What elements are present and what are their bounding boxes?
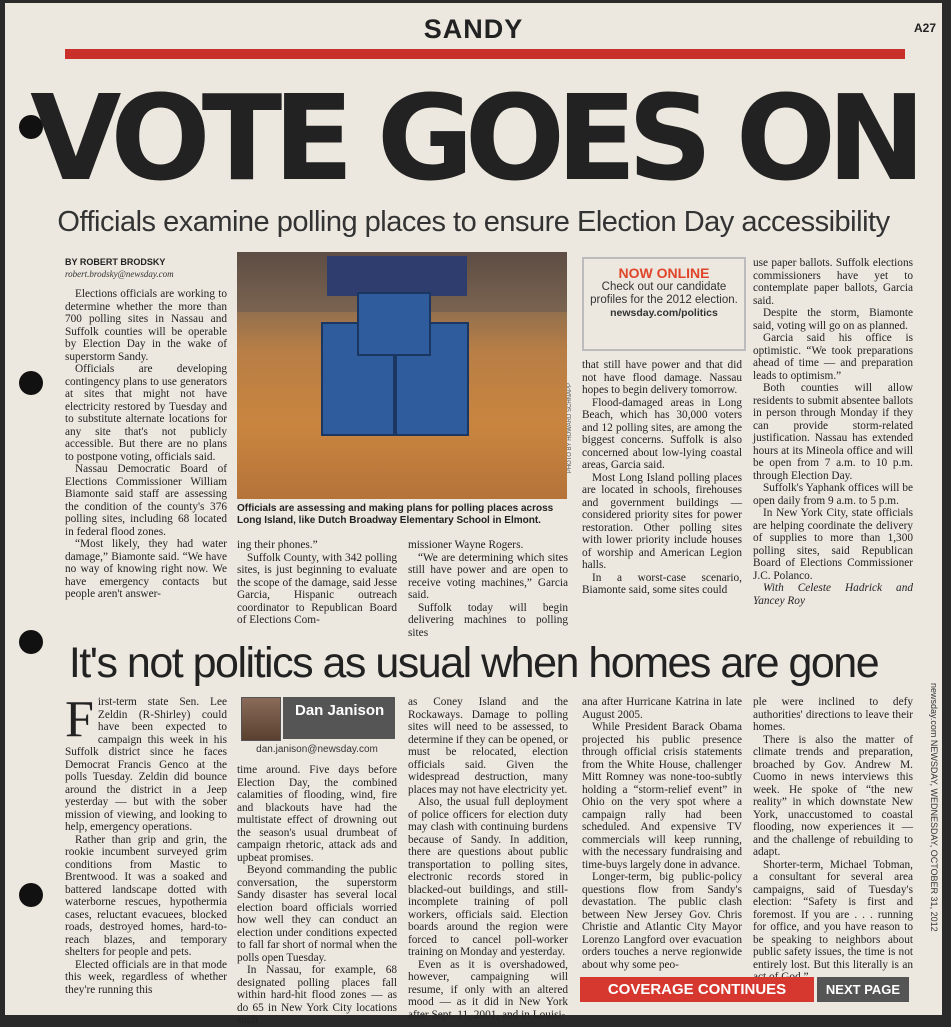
paragraph: In Nassau, for example, 68 designated polling places fall within hard-hit flood zones — as do 65 in New York City locations such bbox=[237, 964, 397, 1026]
now-online-title: NOW ONLINE bbox=[618, 265, 710, 281]
story2-column-2 bbox=[237, 764, 397, 1027]
photo-credit: PHOTO BY HOWARD SCHNAPP bbox=[567, 383, 573, 474]
paragraph: In New York City, state officials are helping coordinate the delivery of supplies to more than 1,300 polling sites, said Republican Board of Elections Commissioner J.C. Polanco. bbox=[753, 507, 913, 582]
now-online-box[interactable] bbox=[582, 257, 746, 351]
newspaper-page bbox=[5, 3, 942, 1026]
binder-hole bbox=[19, 883, 43, 907]
story2-column-3 bbox=[408, 696, 568, 1021]
page-number: A27 bbox=[913, 21, 936, 35]
paragraph: use paper ballots. Suffolk elections commissioners have yet to contemplate paper ballots, Garcia said. bbox=[753, 257, 913, 307]
main-headline: VOTE GOES ON bbox=[30, 69, 917, 207]
drop-cap: F bbox=[65, 691, 94, 748]
paragraph: In a worst-case scenario, Biamonte said, some sites could bbox=[582, 571, 742, 596]
story2-column-4 bbox=[582, 696, 742, 971]
red-rule bbox=[65, 49, 905, 59]
columnist-email: dan.janison@newsday.com bbox=[256, 744, 378, 755]
paragraph: Longer-term, big public-policy questions flow from Sandy's devastation. The public clash between New Jersey Gov. Chris Christie and Atlantic City Mayor Lorenzo Langford over evacuation orders touches a nerve regionwide about why some peo- bbox=[582, 871, 742, 971]
paragraph: Suffolk's Yaphank offices will be open daily from 9 a.m. to 5 p.m. bbox=[753, 482, 913, 507]
columnist-name: Dan Janison bbox=[283, 697, 395, 739]
next-page-button[interactable]: NEXT PAGE bbox=[817, 977, 909, 1002]
section-label: SANDY bbox=[423, 14, 524, 44]
paragraph: Shorter-term, Michael Tobman, a consultant for several area campaigns, said of Tuesday's election: “Safety is first and foremost. If you are . . . running for office, and you have reason to be speaking to neighbors about public safety issues, the time is not entirely lost. But this literally is an bbox=[753, 858, 913, 971]
contributor-credit: With Celeste Hadrick and Yancey Roy bbox=[753, 582, 913, 607]
paragraph: that still have power and that did not have flood damage. Nassau hopes to begin delivery tomorrow. bbox=[582, 359, 742, 396]
paragraph: Officials are developing contingency plans to use generators at sites that might not have electricity restored by Tuesday and to substitute alternate locations for any site that's not publicly accessible. But there are no plans to postpone voting, officials said. bbox=[65, 363, 227, 463]
main-deck: Officials examine polling places to ensure Election Day accessibility bbox=[57, 206, 890, 238]
paragraph: Both counties will allow residents to submit absentee ballots in person through Monday if they can provide storm-related justification. Nassau has extended hours at its Mineola office and will be open from 7 a.m. to 10 p.m. through Election Day. bbox=[753, 382, 914, 482]
columnist-box bbox=[237, 695, 397, 741]
paragraph: Suffolk today will begin delivering machines to polling sites bbox=[408, 601, 568, 639]
polling-booth-photo bbox=[237, 252, 567, 499]
paragraph: time around. Five days before Election Day, the combined calamities of flooding, wind, fire and blackouts have had the multistate effect of drowning out the season's usual drumbeat of campaign rhetoric, attack ads and upbeat promises. bbox=[237, 764, 397, 864]
paragraph: “We are determining which sites still have power and are open to receive voting machines,” Garcia said. bbox=[408, 551, 568, 601]
paragraph: Nassau Democratic Board of Elections Commissioner William Biamonte said staff are assessing the condition of the county's 376 polling sites, including 68 located in federal flood zones. bbox=[65, 463, 227, 538]
paragraph: Beyond commanding the public conversation, the superstorm Sandy disaster has several local election board officials worried how well they can conduct an election under conditions expected to fall far short of normal when the polls open Tuesday. bbox=[237, 864, 397, 964]
paragraph: as Coney Island and the Rockaways. Damage to polling sites will need to be assessed, to determine if they can be opened, or must be relocated, election officials said. Given the widespread destruction, many places may not have electricity yet. bbox=[408, 696, 568, 796]
story1-column-3b bbox=[582, 359, 742, 597]
paragraph: There is also the matter of climate trends and preparation, broached by Gov. Andrew M. Cuomo in news interviews this week. He spoke of “the new reality” in which downstate New York, unaccustomed to coastal flooding, now experiences it — and the challenge of rebuilding to adapt. bbox=[753, 733, 913, 858]
photo-caption: Officials are assessing and making plans for polling places across Long Island, like Dutch Broadway Elementary School in Elmont. bbox=[237, 503, 554, 526]
byline-email: robert.brodsky@newsday.com bbox=[65, 269, 174, 279]
story1-column-2 bbox=[237, 539, 397, 627]
paragraph: Flood-damaged areas in Long Beach, which has 30,000 voters and 12 polling sites, are among the biggest concerns. Suffolk is also concerned about low-lying coastal areas, Garcia said. bbox=[582, 396, 742, 471]
coverage-continues-banner: COVERAGE CONTINUES bbox=[580, 977, 814, 1002]
columnist-photo bbox=[241, 697, 281, 741]
story1-column-4 bbox=[753, 257, 913, 607]
binder-hole bbox=[19, 371, 43, 395]
paragraph: ing their phones.” bbox=[237, 539, 318, 551]
paragraph: Elected officials are in that mode this week, regardless of whether they're running this bbox=[65, 958, 227, 996]
paragraph: Suffolk County, with 342 polling sites, is just beginning to evaluate the scope of the damage, said Jesse Garcia, Hispanic outreach coordinator to Republican Board of Elections Com- bbox=[237, 551, 397, 626]
paragraph: Even as it is overshadowed, however, campaigning will resume, if only with an altered mood — as it did in New York after Sept. 11, 2001, and in Louisi- bbox=[408, 958, 568, 1021]
story2-column-1 bbox=[65, 691, 227, 996]
paragraph: While President Barack Obama projected his public presence through official crisis statements from the White House, challenger Mitt Romney was none-too-subtly holding a “storm-relief event” in Ohio on the very spot where a campaign rally had been scheduled. And expensive TV commercials will keep running, with the necessary fundraising and time-buys largely done in advance. bbox=[582, 721, 742, 871]
side-folio: newsday.com NEWSDAY, WEDNESDAY, OCTOBER 31, 2012 bbox=[929, 683, 939, 932]
paragraph: “Most likely, they had water damage,” Biamonte said. “We have no way of knowing right now. We have emergency contacts but people aren't answer- bbox=[65, 538, 227, 600]
second-headline: It's not politics as usual when homes are gone bbox=[68, 639, 879, 687]
now-online-body: Check out our candidate profiles for the 2012 election. bbox=[590, 281, 738, 306]
story2-column-5 bbox=[753, 696, 913, 984]
story1-column-3 bbox=[408, 539, 568, 639]
paragraph: missioner Wayne Rogers. bbox=[408, 539, 524, 551]
byline: BY ROBERT BRODSKY bbox=[65, 257, 166, 267]
paragraph: Also, the usual full deployment of police officers for election duty may clash with continuing burdens because of Sandy. In addition, there are questions about public transportation to polling sites, electronic records stored in blacked-out buildings, and still-incomplete training of poll workers, officials said. Election boards around the region were forced to cancel poll-worker training on Monday and yesterday. bbox=[408, 796, 568, 958]
paragraph: Most Long Island polling places are located in schools, firehouses and government buildings — considered priority sites for power restoration. Other polling sites with lower priority include houses of worship and American Legion halls. bbox=[582, 471, 742, 571]
paragraph: Elections officials are working to determine whether the more than 700 polling sites in Nassau and Suffolk counties will be operable by Election Day in the wake of superstorm Sandy. bbox=[65, 288, 227, 363]
now-online-link[interactable]: newsday.com/politics bbox=[610, 307, 718, 319]
story1-column-1 bbox=[65, 288, 227, 601]
paragraph: Despite the storm, Biamonte said, voting will go on as planned. bbox=[753, 307, 913, 332]
paragraph: Garcia said his office is optimistic. “We took preparations ahead of time — and preparation leads to optimism.” bbox=[753, 332, 913, 382]
paragraph: irst-term state Sen. Lee Zeldin (R-Shirley) could have been expected to campaign this week in his Suffolk district since he faces Democrat Francis Genco at the polls Tuesday. Zeldin did bounce around the district in a Jeep yesterday — but with the sober mission of viewing, and looking to help, emergency operations. bbox=[65, 696, 227, 833]
paragraph: ana after Hurricane Katrina in late August 2005. bbox=[582, 696, 742, 721]
paragraph: ple were inclined to defy authorities' directions to leave their homes. bbox=[753, 696, 913, 733]
paragraph: Rather than grip and grin, the rookie incumbent surveyed grim conditions from Mastic to Brentwood. It was a soaked and battered landscape dotted with waterborne rescues, hypothermia cases, reluctant evacuees, blocked roads, destroyed homes, hard-to-reach blazes, and temporary shelters for people and pets. bbox=[65, 833, 227, 958]
